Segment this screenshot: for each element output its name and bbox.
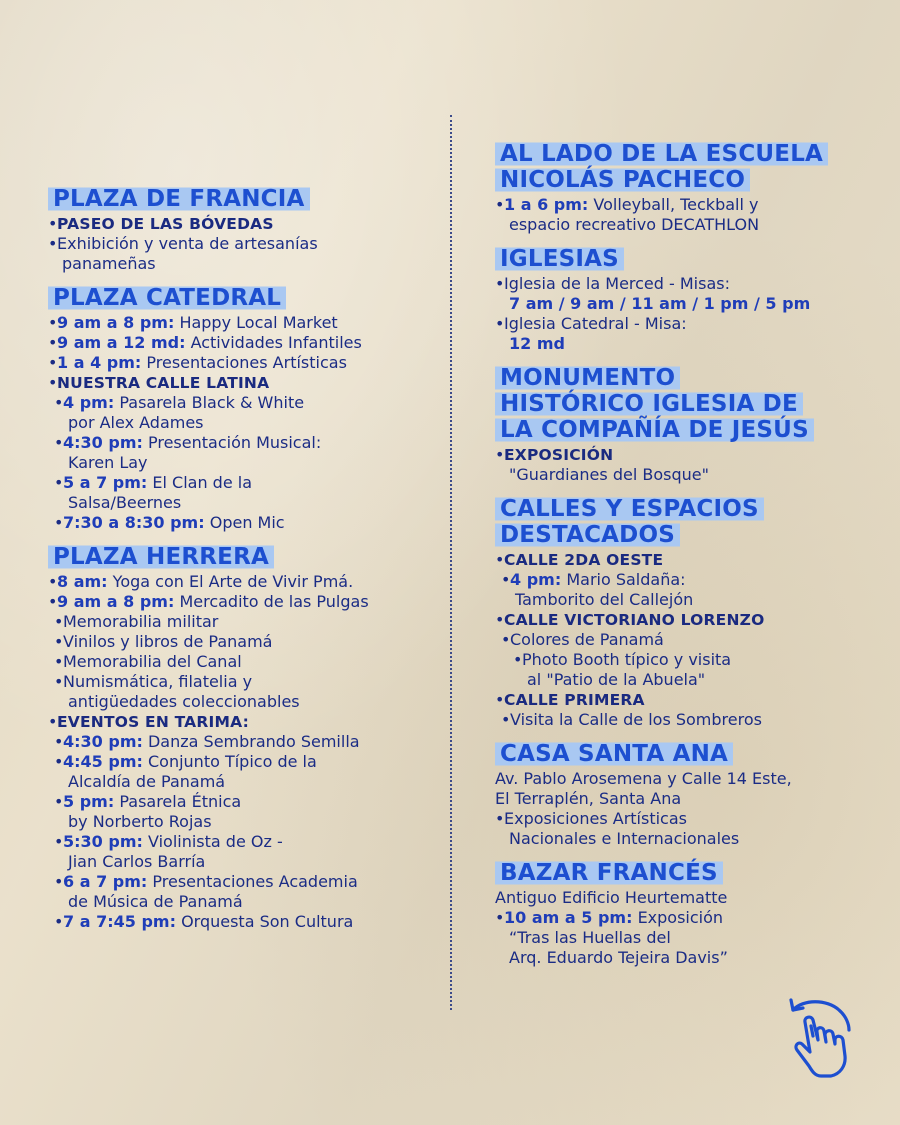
schedule-item-cont: Karen Lay <box>68 453 148 472</box>
schedule-item-cont: espacio recreativo DECATHLON <box>509 215 760 234</box>
right-column <box>495 141 875 968</box>
section-plaza-francia <box>48 186 438 212</box>
heading-calles: CALLES Y ESPACIOS <box>495 496 764 522</box>
schedule-item: •4:30 pm: Presentación Musical: <box>54 433 322 452</box>
subheading-calle-latina: •NUESTRA CALLE LATINA <box>48 373 270 392</box>
heading-escuela-2: NICOLÁS PACHECO <box>495 167 750 193</box>
heading-iglesias: IGLESIAS <box>495 246 624 272</box>
schedule-item: •9 am a 12 md: Actividades Infantiles <box>48 333 362 352</box>
schedule-item: •6 a 7 pm: Presentaciones Academia <box>54 872 358 891</box>
swipe-hand-icon[interactable] <box>783 996 855 1080</box>
section-escuela <box>495 141 875 193</box>
schedule-item: •5 a 7 pm: El Clan de la <box>54 473 253 492</box>
heading-plaza-francia: PLAZA DE FRANCIA <box>48 186 310 212</box>
heading-monumento-2: HISTÓRICO IGLESIA DE <box>495 391 803 417</box>
schedule-item: •1 a 4 pm: Presentaciones Artísticas <box>48 353 347 372</box>
section-monumento <box>495 365 875 443</box>
heading-plaza-catedral: PLAZA CATEDRAL <box>48 285 286 311</box>
list-item: •Visita la Calle de los Sombreros <box>501 710 762 729</box>
section-bazar <box>495 860 875 886</box>
schedule-item-cont: Salsa/Beernes <box>68 493 182 512</box>
list-item: •Memorabilia militar <box>54 612 219 631</box>
section-santa-ana <box>495 741 875 767</box>
subheading-calle-victoriano: •CALLE VICTORIANO LORENZO <box>495 610 765 629</box>
list-item-cont: 12 md <box>509 334 565 353</box>
schedule-item: •10 am a 5 pm: Exposición <box>495 908 724 927</box>
schedule-item-cont: Tamborito del Callejón <box>515 590 694 609</box>
heading-calles-2: DESTACADOS <box>495 522 680 548</box>
schedule-item: •4:45 pm: Conjunto Típico de la <box>54 752 317 771</box>
subheading-calle-primera: •CALLE PRIMERA <box>495 690 645 709</box>
subheading-exposicion: •EXPOSICIÓN <box>495 445 614 464</box>
list-item: •PASEO DE LAS BÓVEDAS <box>48 214 274 233</box>
list-item-cont: panameñas <box>62 254 156 273</box>
schedule-item: •9 am a 8 pm: Happy Local Market <box>48 313 338 332</box>
list-item: •Iglesia Catedral - Misa: <box>495 314 687 333</box>
list-item: •Vinilos y libros de Panamá <box>54 632 273 651</box>
schedule-item: •8 am: Yoga con El Arte de Vivir Pmá. <box>48 572 354 591</box>
column-divider <box>450 115 452 1010</box>
section-plaza-herrera <box>48 544 438 570</box>
schedule-item: •9 am a 8 pm: Mercadito de las Pulgas <box>48 592 369 611</box>
heading-plaza-herrera: PLAZA HERRERA <box>48 544 274 570</box>
list-item-cont: Nacionales e Internacionales <box>509 829 740 848</box>
left-column <box>48 186 438 932</box>
schedule-item-cont: “Tras las Huellas del <box>509 928 671 947</box>
schedule-item-cont: Alcaldía de Panamá <box>68 772 226 791</box>
schedule-item-cont: by Norberto Rojas <box>68 812 212 831</box>
address-line: El Terraplén, Santa Ana <box>495 789 682 808</box>
list-item-cont: al "Patio de la Abuela" <box>527 670 706 689</box>
schedule-item: •5 pm: Pasarela Étnica <box>54 792 242 811</box>
heading-monumento: MONUMENTO <box>495 365 680 391</box>
list-item-cont: antigüedades coleccionables <box>68 692 300 711</box>
heading-monumento-3: LA COMPAÑÍA DE JESÚS <box>495 417 814 443</box>
schedule-item: •1 a 6 pm: Volleyball, Teckball y <box>495 195 759 214</box>
list-item: •Numismática, filatelia y <box>54 672 253 691</box>
subheading-eventos-tarima: •EVENTOS EN TARIMA: <box>48 712 249 731</box>
schedule-item: •7:30 a 8:30 pm: Open Mic <box>54 513 285 532</box>
schedule-item-cont: Arq. Eduardo Tejeira Davis” <box>509 948 728 967</box>
list-item: •Memorabilia del Canal <box>54 652 242 671</box>
list-item: •Photo Booth típico y visita <box>513 650 732 669</box>
heading-bazar: BAZAR FRANCÉS <box>495 860 723 886</box>
list-item: •Exhibición y venta de artesanías <box>48 234 318 253</box>
list-item-cont: "Guardianes del Bosque" <box>509 465 709 484</box>
schedule-item: •4 pm: Mario Saldaña: <box>501 570 686 589</box>
schedule-item-cont: de Música de Panamá <box>68 892 243 911</box>
list-item-cont: 7 am / 9 am / 11 am / 1 pm / 5 pm <box>509 294 811 313</box>
section-calles <box>495 496 875 548</box>
schedule-item: •4:30 pm: Danza Sembrando Semilla <box>54 732 360 751</box>
section-iglesias <box>495 246 875 272</box>
address-line: Av. Pablo Arosemena y Calle 14 Este, <box>495 769 792 788</box>
schedule-item: •7 a 7:45 pm: Orquesta Son Cultura <box>54 912 354 931</box>
heading-santa-ana: CASA SANTA ANA <box>495 741 733 767</box>
schedule-item-cont: por Alex Adames <box>68 413 204 432</box>
heading-escuela: AL LADO DE LA ESCUELA <box>495 141 828 167</box>
section-plaza-catedral <box>48 285 438 311</box>
schedule-item-cont: Jian Carlos Barría <box>68 852 206 871</box>
list-item: •Iglesia de la Merced - Misas: <box>495 274 730 293</box>
subheading-calle-2da-oeste: •CALLE 2DA OESTE <box>495 550 664 569</box>
schedule-item: •5:30 pm: Violinista de Oz - <box>54 832 283 851</box>
schedule-item: •4 pm: Pasarela Black & White <box>54 393 305 412</box>
list-item: •Colores de Panamá <box>501 630 664 649</box>
building-line: Antiguo Edificio Heurtematte <box>495 888 728 907</box>
list-item: •Exposiciones Artísticas <box>495 809 687 828</box>
